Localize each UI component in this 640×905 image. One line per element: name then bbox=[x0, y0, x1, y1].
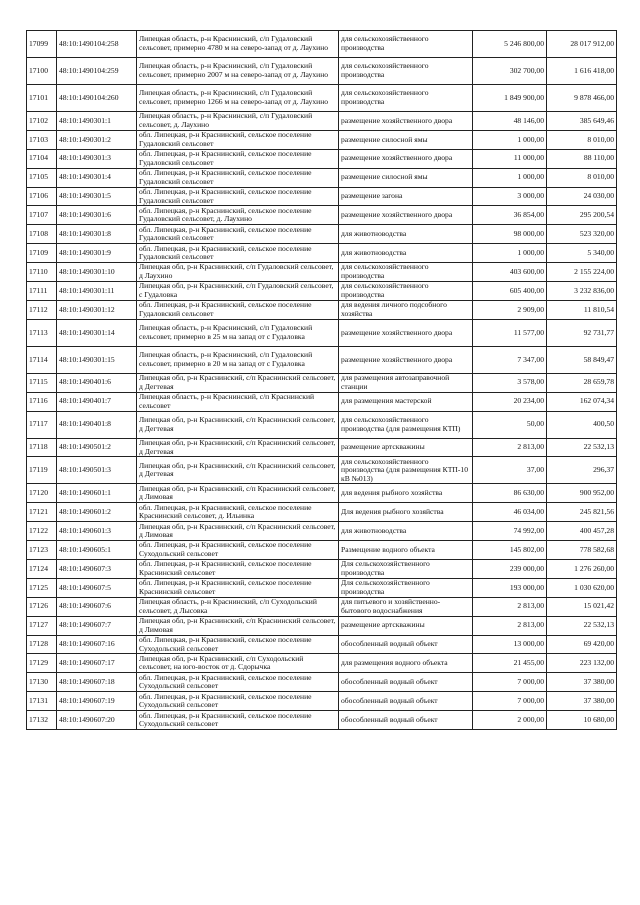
cadastral-number-cell: 48:10:1490501:2 bbox=[57, 438, 137, 457]
cadastral-value-cell: 24 030,00 bbox=[547, 187, 617, 206]
row-number-cell: 17127 bbox=[27, 616, 57, 635]
permitted-use-cell: обособленный водный объект bbox=[339, 635, 473, 654]
row-number-cell: 17123 bbox=[27, 541, 57, 560]
table-row bbox=[27, 112, 617, 131]
address-cell: Липецкая обл, р-н Краснинский, с/п Краснинский сельсовет, д Дегтевая bbox=[137, 457, 339, 484]
cadastral-value-cell: 8 010,00 bbox=[547, 168, 617, 187]
area-cell: 98 000,00 bbox=[473, 225, 547, 244]
cadastral-number-cell: 48:10:1490301:4 bbox=[57, 168, 137, 187]
permitted-use-cell: размещение хозяйственного двора bbox=[339, 112, 473, 131]
cadastral-value-cell: 3 232 836,00 bbox=[547, 282, 617, 301]
area-cell: 2 909,00 bbox=[473, 300, 547, 319]
table-body bbox=[27, 31, 617, 730]
row-number-cell: 17107 bbox=[27, 206, 57, 225]
cadastral-number-cell: 48:10:1490607:3 bbox=[57, 560, 137, 579]
permitted-use-cell: для размещения мастерской bbox=[339, 392, 473, 411]
permitted-use-cell: размещение загона bbox=[339, 187, 473, 206]
cadastral-value-cell: 778 582,68 bbox=[547, 541, 617, 560]
cadastral-value-cell: 245 821,56 bbox=[547, 503, 617, 522]
address-cell: обл. Липецкая, р-н Краснинский, сельское поселение Суходольский сельсовет bbox=[137, 541, 339, 560]
row-number-cell: 17102 bbox=[27, 112, 57, 131]
address-cell: Липецкая область, р-н Краснинский, с/п Суходольский сельсовет, д Лысовка bbox=[137, 597, 339, 616]
permitted-use-cell: для сельскохозяйственного производства (для размещения КТП-10 кВ №013) bbox=[339, 457, 473, 484]
permitted-use-cell: Для сельскохозяйственного производства bbox=[339, 578, 473, 597]
cadastral-number-cell: 48:10:1490607:17 bbox=[57, 654, 137, 673]
row-number-cell: 17108 bbox=[27, 225, 57, 244]
table-row bbox=[27, 692, 617, 711]
address-cell: обл. Липецкая, р-н Краснинский, сельское поселение Гудаловский сельсовет bbox=[137, 300, 339, 319]
cadastral-value-cell: 58 849,47 bbox=[547, 346, 617, 373]
area-cell: 1 000,00 bbox=[473, 130, 547, 149]
address-cell: Липецкая обл, р-н Краснинский, с/п Суходольский сельсовет, на юго-восток от д. Сдорычка bbox=[137, 654, 339, 673]
table-row bbox=[27, 616, 617, 635]
row-number-cell: 17113 bbox=[27, 319, 57, 346]
address-cell: обл. Липецкая, р-н Краснинский, сельское поселение Гудаловский сельсовет bbox=[137, 149, 339, 168]
table-row bbox=[27, 438, 617, 457]
address-cell: Липецкая область, р-н Краснинский, с/п Гудаловский сельсовет, примерно 1266 м на северо-запад от д. Лаухино bbox=[137, 85, 339, 112]
cadastral-number-cell: 48:10:1490607:7 bbox=[57, 616, 137, 635]
cadastral-number-cell: 48:10:1490401:8 bbox=[57, 411, 137, 438]
address-cell: обл. Липецкая, р-н Краснинский, сельское поселение Гудаловский сельсовет, д. Лаухино bbox=[137, 206, 339, 225]
permitted-use-cell: для животноводства bbox=[339, 244, 473, 263]
cadastral-value-cell: 296,37 bbox=[547, 457, 617, 484]
permitted-use-cell: обособленный водный объект bbox=[339, 692, 473, 711]
permitted-use-cell: размещение хозяйственного двора bbox=[339, 319, 473, 346]
area-cell: 13 000,00 bbox=[473, 635, 547, 654]
cadastral-number-cell: 48:10:1490301:15 bbox=[57, 346, 137, 373]
table-row bbox=[27, 541, 617, 560]
permitted-use-cell: для сельскохозяйственного производства (для размещения КТП) bbox=[339, 411, 473, 438]
area-cell: 2 000,00 bbox=[473, 711, 547, 730]
address-cell: Липецкая область, р-н Краснинский, с/п Краснинский сельсовет bbox=[137, 392, 339, 411]
area-cell: 193 000,00 bbox=[473, 578, 547, 597]
cadastral-value-cell: 223 132,00 bbox=[547, 654, 617, 673]
area-cell: 1 849 900,00 bbox=[473, 85, 547, 112]
address-cell: Липецкая обл, р-н Краснинский, с/п Гудаловский сельсовет, д Лаухино bbox=[137, 263, 339, 282]
row-number-cell: 17121 bbox=[27, 503, 57, 522]
row-number-cell: 17109 bbox=[27, 244, 57, 263]
table-row bbox=[27, 560, 617, 579]
area-cell: 2 813,00 bbox=[473, 597, 547, 616]
address-cell: обл. Липецкая, р-н Краснинский, сельское поселение Гудаловский сельсовет bbox=[137, 225, 339, 244]
area-cell: 3 000,00 bbox=[473, 187, 547, 206]
cadastral-value-cell: 9 878 466,00 bbox=[547, 85, 617, 112]
address-cell: Липецкая обл, р-н Краснинский, с/п Краснинский сельсовет, д Лимовая bbox=[137, 484, 339, 503]
cadastral-value-cell: 385 649,46 bbox=[547, 112, 617, 131]
permitted-use-cell: для сельскохозяйственного производства bbox=[339, 58, 473, 85]
row-number-cell: 17130 bbox=[27, 673, 57, 692]
area-cell: 37,00 bbox=[473, 457, 547, 484]
cadastral-number-cell: 48:10:1490104:258 bbox=[57, 31, 137, 58]
table-row bbox=[27, 346, 617, 373]
row-number-cell: 17131 bbox=[27, 692, 57, 711]
table-row bbox=[27, 206, 617, 225]
table-row bbox=[27, 130, 617, 149]
permitted-use-cell: размещение хозяйственного двора bbox=[339, 149, 473, 168]
cadastral-value-cell: 28 659,78 bbox=[547, 373, 617, 392]
address-cell: обл. Липецкая, р-н Краснинский, сельское поселение Суходольский сельсовет bbox=[137, 692, 339, 711]
cadastral-number-cell: 48:10:1490401:7 bbox=[57, 392, 137, 411]
cadastral-value-cell: 162 074,34 bbox=[547, 392, 617, 411]
cadastral-value-cell: 523 320,00 bbox=[547, 225, 617, 244]
permitted-use-cell: размещение хозяйственного двора bbox=[339, 206, 473, 225]
permitted-use-cell: для размещения автозаправочной станции bbox=[339, 373, 473, 392]
cadastral-value-cell: 15 021,42 bbox=[547, 597, 617, 616]
table-row bbox=[27, 597, 617, 616]
table-row bbox=[27, 503, 617, 522]
row-number-cell: 17132 bbox=[27, 711, 57, 730]
table-row bbox=[27, 654, 617, 673]
area-cell: 5 246 800,00 bbox=[473, 31, 547, 58]
cadastral-number-cell: 48:10:1490301:10 bbox=[57, 263, 137, 282]
cadastral-value-cell: 400,50 bbox=[547, 411, 617, 438]
area-cell: 2 813,00 bbox=[473, 438, 547, 457]
permitted-use-cell: для размещения водного объекта bbox=[339, 654, 473, 673]
cadastral-number-cell: 48:10:1490607:18 bbox=[57, 673, 137, 692]
row-number-cell: 17105 bbox=[27, 168, 57, 187]
row-number-cell: 17129 bbox=[27, 654, 57, 673]
address-cell: обл. Липецкая, р-н Краснинский, сельское поселение Гудаловский сельсовет bbox=[137, 244, 339, 263]
permitted-use-cell: Размещение водного объекта bbox=[339, 541, 473, 560]
row-number-cell: 17099 bbox=[27, 31, 57, 58]
table-row bbox=[27, 578, 617, 597]
table-row bbox=[27, 225, 617, 244]
cadastral-number-cell: 48:10:1490607:5 bbox=[57, 578, 137, 597]
cadastral-number-cell: 48:10:1490607:6 bbox=[57, 597, 137, 616]
table-row bbox=[27, 522, 617, 541]
table-row bbox=[27, 58, 617, 85]
row-number-cell: 17124 bbox=[27, 560, 57, 579]
row-number-cell: 17112 bbox=[27, 300, 57, 319]
document-page bbox=[26, 30, 616, 730]
cadastral-value-cell: 1 276 260,00 bbox=[547, 560, 617, 579]
cadastral-number-cell: 48:10:1490301:8 bbox=[57, 225, 137, 244]
address-cell: Липецкая обл, р-н Краснинский, с/п Краснинский сельсовет, д Лимовая bbox=[137, 616, 339, 635]
permitted-use-cell: для сельскохозяйственного производства bbox=[339, 31, 473, 58]
permitted-use-cell: размещение артскважины bbox=[339, 438, 473, 457]
cadastral-value-cell: 22 532,13 bbox=[547, 616, 617, 635]
table-row bbox=[27, 300, 617, 319]
address-cell: Липецкая обл, р-н Краснинский, с/п Краснинский сельсовет, д Дегтевая bbox=[137, 438, 339, 457]
address-cell: Липецкая обл, р-н Краснинский, с/п Краснинский сельсовет, д Дегтевая bbox=[137, 411, 339, 438]
table-row bbox=[27, 85, 617, 112]
cadastral-number-cell: 48:10:1490301:9 bbox=[57, 244, 137, 263]
cadastral-number-cell: 48:10:1490301:14 bbox=[57, 319, 137, 346]
cadastral-value-cell: 28 017 912,00 bbox=[547, 31, 617, 58]
cadastral-value-cell: 69 420,00 bbox=[547, 635, 617, 654]
cadastral-number-cell: 48:10:1490301:3 bbox=[57, 149, 137, 168]
permitted-use-cell: размещение силосной ямы bbox=[339, 168, 473, 187]
cadastral-number-cell: 48:10:1490301:2 bbox=[57, 130, 137, 149]
row-number-cell: 17117 bbox=[27, 411, 57, 438]
permitted-use-cell: для питьевого и хозяйственно-бытового водоснабжения bbox=[339, 597, 473, 616]
address-cell: обл. Липецкая, р-н Краснинский, сельское поселение Краснинский сельсовет bbox=[137, 560, 339, 579]
table-row bbox=[27, 635, 617, 654]
cadastral-value-cell: 1 616 418,00 bbox=[547, 58, 617, 85]
area-cell: 2 813,00 bbox=[473, 616, 547, 635]
table-row bbox=[27, 319, 617, 346]
row-number-cell: 17115 bbox=[27, 373, 57, 392]
cadastral-number-cell: 48:10:1490301:5 bbox=[57, 187, 137, 206]
address-cell: обл. Липецкая, р-н Краснинский, сельское поселение Краснинский сельсовет, д. Ильинка bbox=[137, 503, 339, 522]
area-cell: 302 700,00 bbox=[473, 58, 547, 85]
address-cell: обл. Липецкая, р-н Краснинский, сельское поселение Гудаловский сельсовет bbox=[137, 130, 339, 149]
area-cell: 50,00 bbox=[473, 411, 547, 438]
table-row bbox=[27, 484, 617, 503]
row-number-cell: 17126 bbox=[27, 597, 57, 616]
area-cell: 46 034,00 bbox=[473, 503, 547, 522]
area-cell: 403 600,00 bbox=[473, 263, 547, 282]
cadastral-value-cell: 2 155 224,00 bbox=[547, 263, 617, 282]
table-row bbox=[27, 411, 617, 438]
permitted-use-cell: Для ведения рыбного хозяйства bbox=[339, 503, 473, 522]
row-number-cell: 17118 bbox=[27, 438, 57, 457]
table-row bbox=[27, 282, 617, 301]
area-cell: 605 400,00 bbox=[473, 282, 547, 301]
table-row bbox=[27, 244, 617, 263]
cadastral-value-cell: 11 810,54 bbox=[547, 300, 617, 319]
cadastral-value-cell: 92 731,77 bbox=[547, 319, 617, 346]
address-cell: обл. Липецкая, р-н Краснинский, сельское поселение Суходольский сельсовет bbox=[137, 711, 339, 730]
area-cell: 3 578,00 bbox=[473, 373, 547, 392]
cadastral-number-cell: 48:10:1490601:1 bbox=[57, 484, 137, 503]
cadastral-value-cell: 400 457,28 bbox=[547, 522, 617, 541]
cadastral-number-cell: 48:10:1490104:259 bbox=[57, 58, 137, 85]
cadastral-value-cell: 8 010,00 bbox=[547, 130, 617, 149]
cadastral-number-cell: 48:10:1490601:3 bbox=[57, 522, 137, 541]
permitted-use-cell: Для сельскохозяйственного производства bbox=[339, 560, 473, 579]
area-cell: 145 802,00 bbox=[473, 541, 547, 560]
table-row bbox=[27, 168, 617, 187]
row-number-cell: 17114 bbox=[27, 346, 57, 373]
row-number-cell: 17104 bbox=[27, 149, 57, 168]
table-row bbox=[27, 673, 617, 692]
cadastral-number-cell: 48:10:1490607:16 bbox=[57, 635, 137, 654]
area-cell: 74 992,00 bbox=[473, 522, 547, 541]
row-number-cell: 17120 bbox=[27, 484, 57, 503]
cadastral-number-cell: 48:10:1490607:20 bbox=[57, 711, 137, 730]
area-cell: 7 000,00 bbox=[473, 692, 547, 711]
address-cell: Липецкая область, р-н Краснинский, с/п Гудаловский сельсовет, примерно 4780 м на северо-запад от д. Лаухино bbox=[137, 31, 339, 58]
address-cell: Липецкая обл, р-н Краснинский, с/п Краснинский сельсовет, д Лимовая bbox=[137, 522, 339, 541]
address-cell: Липецкая область, р-н Краснинский, с/п Гудаловский сельсовет, примерно в 25 м на запад от с Гудаловка bbox=[137, 319, 339, 346]
row-number-cell: 17101 bbox=[27, 85, 57, 112]
cadastral-number-cell: 48:10:1490301:1 bbox=[57, 112, 137, 131]
area-cell: 7 347,00 bbox=[473, 346, 547, 373]
cadastral-value-cell: 5 340,00 bbox=[547, 244, 617, 263]
cadastral-number-cell: 48:10:1490301:11 bbox=[57, 282, 137, 301]
table-row bbox=[27, 373, 617, 392]
cadastral-number-cell: 48:10:1490301:6 bbox=[57, 206, 137, 225]
permitted-use-cell: для животноводства bbox=[339, 225, 473, 244]
row-number-cell: 17106 bbox=[27, 187, 57, 206]
row-number-cell: 17111 bbox=[27, 282, 57, 301]
address-cell: обл. Липецкая, р-н Краснинский, сельское поселение Гудаловский сельсовет bbox=[137, 168, 339, 187]
area-cell: 1 000,00 bbox=[473, 168, 547, 187]
cadastral-number-cell: 48:10:1490501:3 bbox=[57, 457, 137, 484]
row-number-cell: 17103 bbox=[27, 130, 57, 149]
address-cell: обл. Липецкая, р-н Краснинский, сельское поселение Суходольский сельсовет bbox=[137, 635, 339, 654]
cadastral-value-cell: 10 680,00 bbox=[547, 711, 617, 730]
cadastral-value-cell: 88 110,00 bbox=[547, 149, 617, 168]
address-cell: Липецкая область, р-н Краснинский, с/п Гудаловский сельсовет, примерно в 20 м на запад от с Гудаловка bbox=[137, 346, 339, 373]
permitted-use-cell: для животноводства bbox=[339, 522, 473, 541]
row-number-cell: 17125 bbox=[27, 578, 57, 597]
row-number-cell: 17116 bbox=[27, 392, 57, 411]
address-cell: Липецкая обл, р-н Краснинский, с/п Краснинский сельсовет, д Дегтевая bbox=[137, 373, 339, 392]
permitted-use-cell: размещение силосной ямы bbox=[339, 130, 473, 149]
cadastral-value-cell: 295 200,54 bbox=[547, 206, 617, 225]
area-cell: 1 000,00 bbox=[473, 244, 547, 263]
table-row bbox=[27, 187, 617, 206]
area-cell: 11 000,00 bbox=[473, 149, 547, 168]
row-number-cell: 17128 bbox=[27, 635, 57, 654]
area-cell: 21 455,00 bbox=[473, 654, 547, 673]
cadastral-number-cell: 48:10:1490401:6 bbox=[57, 373, 137, 392]
permitted-use-cell: размещение артскважины bbox=[339, 616, 473, 635]
address-cell: обл. Липецкая, р-н Краснинский, сельское поселение Гудаловский сельсовет bbox=[137, 187, 339, 206]
cadastral-value-cell: 22 532,13 bbox=[547, 438, 617, 457]
cadastral-number-cell: 48:10:1490601:2 bbox=[57, 503, 137, 522]
cadastral-number-cell: 48:10:1490607:19 bbox=[57, 692, 137, 711]
address-cell: обл. Липецкая, р-н Краснинский, сельское поселение Суходольский сельсовет bbox=[137, 673, 339, 692]
area-cell: 239 000,00 bbox=[473, 560, 547, 579]
area-cell: 48 146,00 bbox=[473, 112, 547, 131]
cadastral-value-table bbox=[26, 30, 617, 730]
permitted-use-cell: для сельскохозяйственного производства bbox=[339, 85, 473, 112]
cadastral-value-cell: 1 030 620,00 bbox=[547, 578, 617, 597]
permitted-use-cell: для ведения рыбного хозяйства bbox=[339, 484, 473, 503]
row-number-cell: 17122 bbox=[27, 522, 57, 541]
permitted-use-cell: для сельскохозяйственного производства bbox=[339, 263, 473, 282]
area-cell: 36 854,00 bbox=[473, 206, 547, 225]
area-cell: 20 234,00 bbox=[473, 392, 547, 411]
table-row bbox=[27, 149, 617, 168]
cadastral-number-cell: 48:10:1490605:1 bbox=[57, 541, 137, 560]
cadastral-number-cell: 48:10:1490104:260 bbox=[57, 85, 137, 112]
permitted-use-cell: для ведения личного подсобного хозяйства bbox=[339, 300, 473, 319]
row-number-cell: 17100 bbox=[27, 58, 57, 85]
address-cell: Липецкая область, р-н Краснинский, с/п Гудаловский сельсовет, д. Лаухино bbox=[137, 112, 339, 131]
area-cell: 86 630,00 bbox=[473, 484, 547, 503]
permitted-use-cell: размещение хозяйственного двора bbox=[339, 346, 473, 373]
table-row bbox=[27, 31, 617, 58]
table-row bbox=[27, 711, 617, 730]
cadastral-value-cell: 37 380,00 bbox=[547, 673, 617, 692]
row-number-cell: 17110 bbox=[27, 263, 57, 282]
permitted-use-cell: обособленный водный объект bbox=[339, 673, 473, 692]
cadastral-number-cell: 48:10:1490301:12 bbox=[57, 300, 137, 319]
address-cell: Липецкая область, р-н Краснинский, с/п Гудаловский сельсовет, примерно 2007 м на северо-запад от д. Лаухино bbox=[137, 58, 339, 85]
permitted-use-cell: для сельскохозяйственного производства bbox=[339, 282, 473, 301]
area-cell: 11 577,00 bbox=[473, 319, 547, 346]
address-cell: Липецкая обл, р-н Краснинский, с/п Гудаловский сельсовет, с Гудаловка bbox=[137, 282, 339, 301]
cadastral-value-cell: 37 380,00 bbox=[547, 692, 617, 711]
address-cell: обл. Липецкая, р-н Краснинский, сельское поселение Краснинский сельсовет bbox=[137, 578, 339, 597]
table-row bbox=[27, 457, 617, 484]
row-number-cell: 17119 bbox=[27, 457, 57, 484]
table-row bbox=[27, 263, 617, 282]
cadastral-value-cell: 900 952,00 bbox=[547, 484, 617, 503]
table-row bbox=[27, 392, 617, 411]
permitted-use-cell: обособленный водный объект bbox=[339, 711, 473, 730]
area-cell: 7 000,00 bbox=[473, 673, 547, 692]
